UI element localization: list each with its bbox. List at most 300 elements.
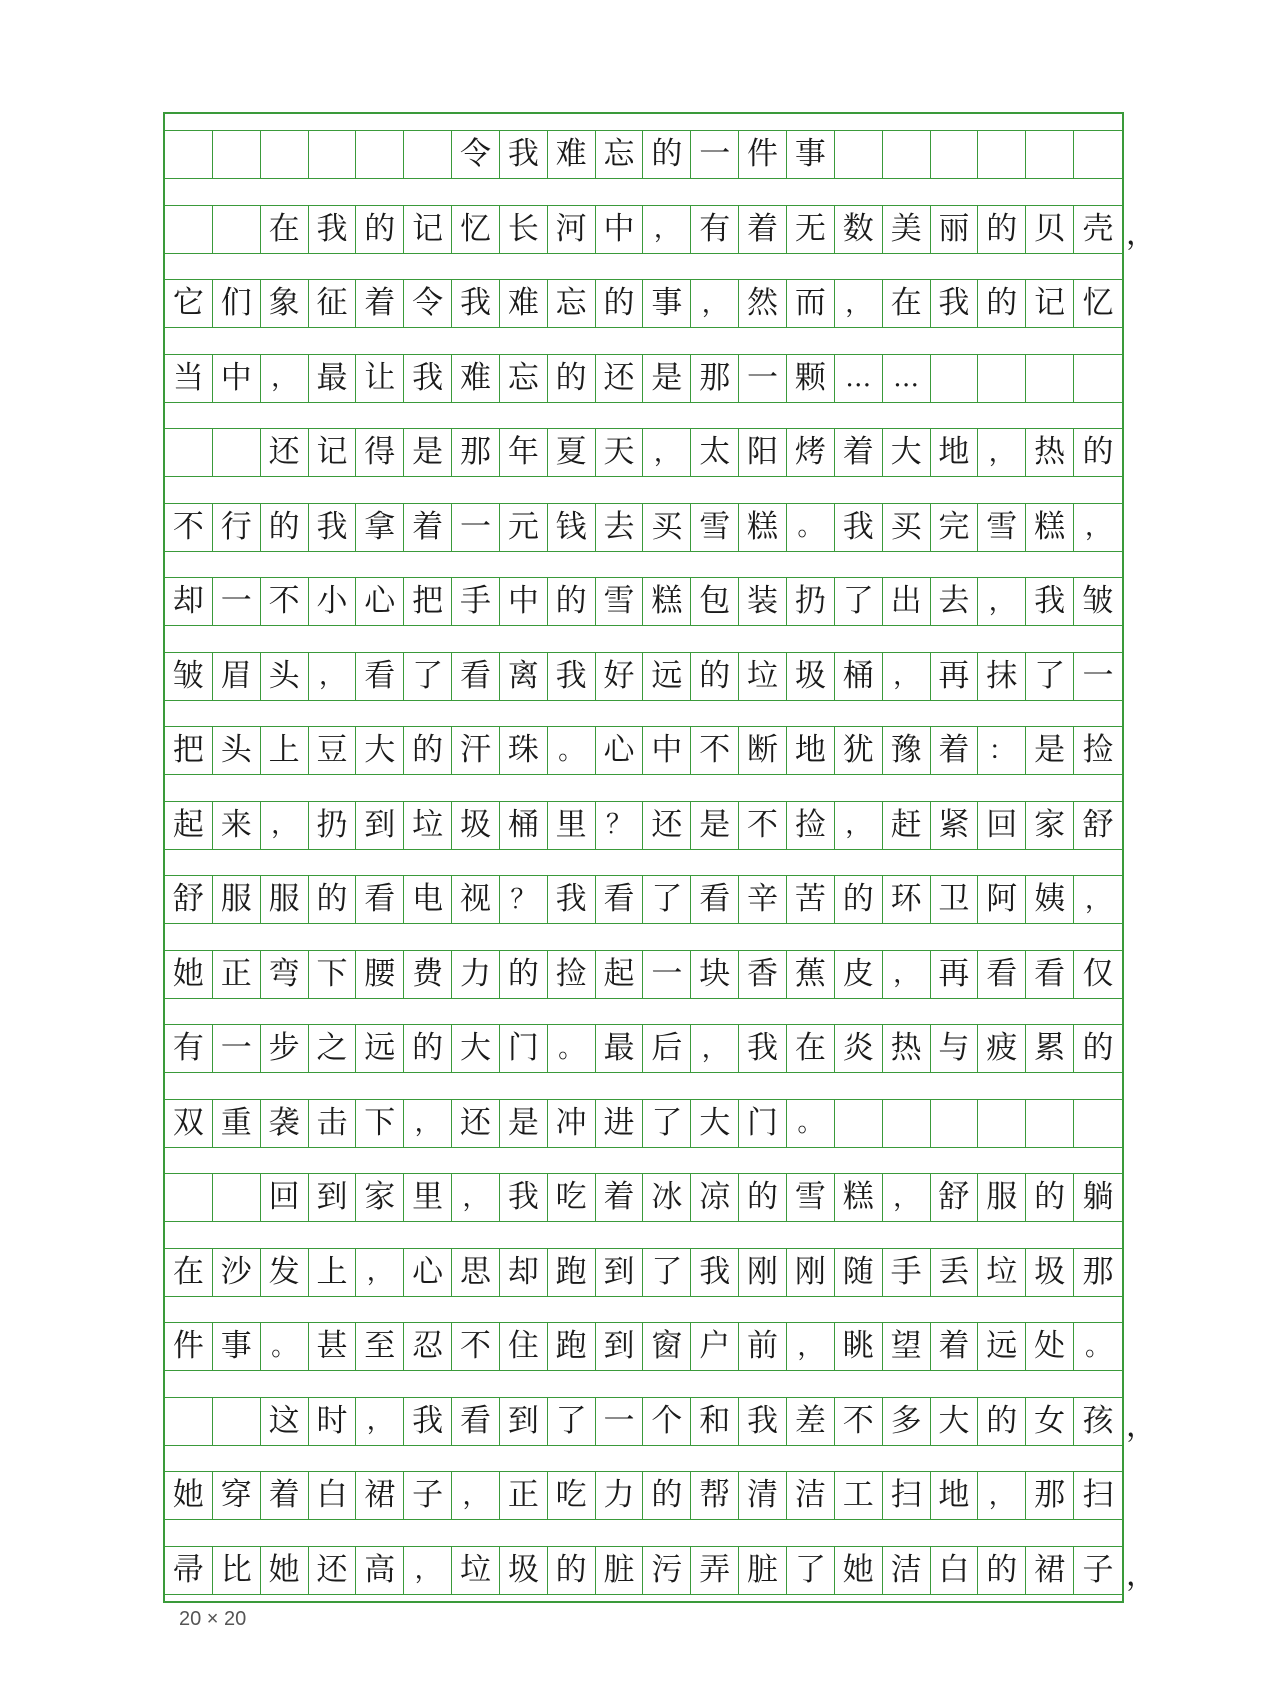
grid-cell: 让 xyxy=(356,355,404,402)
grid-cell: 还 xyxy=(596,355,644,402)
grid-cell: … xyxy=(883,355,931,402)
grid-cell xyxy=(309,131,357,178)
grid-cell: 这 xyxy=(261,1398,309,1445)
grid-cell: ， xyxy=(691,280,739,327)
grid-cell: 刚 xyxy=(787,1249,835,1296)
grid-cell xyxy=(931,1100,979,1147)
grid-cell: ？ xyxy=(596,802,644,849)
grid-cell: 疲 xyxy=(978,1025,1026,1072)
grid-cell: 。 xyxy=(1084,1331,1111,1362)
grid-row xyxy=(165,279,1122,328)
grid-cell: 看 xyxy=(1026,951,1074,998)
grid-cell: 的 xyxy=(978,280,1026,327)
grid-cell: 我 xyxy=(1026,578,1074,625)
grid-row xyxy=(165,875,1122,924)
grid-cell xyxy=(165,131,213,178)
grid-cell: 令 xyxy=(404,280,452,327)
grid-cell: ， xyxy=(787,1323,835,1370)
grid-cell: 小 xyxy=(309,578,357,625)
grid-cell: 豫 xyxy=(883,727,931,774)
grid-cell: 的 xyxy=(500,951,548,998)
grid-cell: 裙 xyxy=(356,1472,404,1519)
grid-cell: 河 xyxy=(548,206,596,253)
grid-cell: 扫 xyxy=(883,1472,931,1519)
grid-cell: 脏 xyxy=(739,1547,787,1594)
grid-cell: 到 xyxy=(309,1174,357,1221)
grid-cell: ， xyxy=(452,1472,500,1519)
grid-cell: 甚 xyxy=(309,1323,357,1370)
grid-cell: ， xyxy=(1084,512,1111,542)
grid-row xyxy=(165,1024,1122,1073)
grid-cell: ， xyxy=(978,578,1026,625)
grid-cell: 把 xyxy=(404,578,452,625)
grid-cell: 女 xyxy=(1026,1398,1074,1445)
grid-cell: 热 xyxy=(883,1025,931,1072)
grid-cell: 跑 xyxy=(548,1323,596,1370)
grid-cell: 正 xyxy=(213,951,261,998)
grid-cell: 记 xyxy=(309,429,357,476)
grid-cell: 大 xyxy=(931,1398,979,1445)
grid-cell: 天 xyxy=(596,429,644,476)
grid-cell: 雪 xyxy=(596,578,644,625)
grid-cell: 回 xyxy=(978,802,1026,849)
grid-cell: 垃 xyxy=(739,653,787,700)
grid-row xyxy=(165,1248,1122,1297)
grid-cell: 心 xyxy=(596,727,644,774)
grid-cell: 出 xyxy=(883,578,931,625)
grid-cell: 仅 xyxy=(1082,955,1114,992)
grid-cell: 门 xyxy=(739,1100,787,1147)
grid-cell: 难 xyxy=(452,355,500,402)
grid-cell: 袭 xyxy=(261,1100,309,1147)
grid-cell: 窗 xyxy=(643,1323,691,1370)
grid-cell: 扔 xyxy=(787,578,835,625)
grid-cell: 钱 xyxy=(548,504,596,551)
grid-cell: 子 xyxy=(404,1472,452,1519)
grid-cell: 我 xyxy=(548,653,596,700)
grid-cell: 子 xyxy=(1082,1551,1114,1588)
grid-cell: 。 xyxy=(548,1025,596,1072)
grid-cell: ， xyxy=(643,429,691,476)
grid-cell: 在 xyxy=(883,280,931,327)
grid-cell: 洁 xyxy=(787,1472,835,1519)
grid-cell: 我 xyxy=(739,1025,787,1072)
grid-cell: 。 xyxy=(261,1323,309,1370)
grid-cell: 无 xyxy=(787,206,835,253)
grid-cell: 着 xyxy=(739,206,787,253)
grid-cell: 随 xyxy=(835,1249,883,1296)
grid-cell: 在 xyxy=(787,1025,835,1072)
grid-cell: 紧 xyxy=(931,802,979,849)
grid-cell xyxy=(931,131,979,178)
grid-row xyxy=(165,1546,1122,1595)
grid-cell: 卫 xyxy=(931,876,979,923)
grid-cell: 的 xyxy=(643,1472,691,1519)
grid-cell: ， xyxy=(309,653,357,700)
grid-cell: 垃 xyxy=(404,802,452,849)
grid-cell xyxy=(883,131,931,178)
grid-cell: 有 xyxy=(691,206,739,253)
grid-cell: 我 xyxy=(309,504,357,551)
grid-cell: 起 xyxy=(596,951,644,998)
grid-cell xyxy=(213,429,261,476)
grid-cell: 那 xyxy=(452,429,500,476)
grid-cell: 心 xyxy=(404,1249,452,1296)
grid-cell: 里 xyxy=(548,802,596,849)
grid-cell: 看 xyxy=(356,653,404,700)
grid-cell: 的 xyxy=(404,727,452,774)
grid-cell: 的 xyxy=(596,280,644,327)
grid-cell: 弯 xyxy=(261,951,309,998)
grid-cell: 是 xyxy=(404,429,452,476)
grid-cell: 至 xyxy=(356,1323,404,1370)
grid-cell: 炎 xyxy=(835,1025,883,1072)
grid-cell: 忘 xyxy=(548,280,596,327)
grid-cell: ， xyxy=(404,1547,452,1594)
grid-cell: 后 xyxy=(643,1025,691,1072)
grid-cell: 的 xyxy=(739,1174,787,1221)
grid-cell: 那 xyxy=(691,355,739,402)
grid-cell xyxy=(1026,1100,1074,1147)
grid-cell: 还 xyxy=(309,1547,357,1594)
grid-cell: 污 xyxy=(643,1547,691,1594)
grid-cell: 还 xyxy=(452,1100,500,1147)
grid-cell xyxy=(883,1100,931,1147)
grid-cell: 是 xyxy=(643,355,691,402)
grid-cell: 舒 xyxy=(931,1174,979,1221)
grid-cell: 看 xyxy=(452,1398,500,1445)
grid-row xyxy=(165,1099,1122,1148)
grid-cell: 帚 xyxy=(165,1547,213,1594)
grid-cell xyxy=(165,429,213,476)
grid-cell: 到 xyxy=(356,802,404,849)
grid-cell: 到 xyxy=(596,1323,644,1370)
grid-cell: 热 xyxy=(1026,429,1074,476)
grid-cell: 和 xyxy=(691,1398,739,1445)
grid-cell: 不 xyxy=(165,504,213,551)
grid-cell: 门 xyxy=(500,1025,548,1072)
grid-row xyxy=(165,205,1122,254)
grid-cell: 正 xyxy=(500,1472,548,1519)
grid-cell: 圾 xyxy=(500,1547,548,1594)
grid-cell: 的 xyxy=(978,206,1026,253)
grid-cell: 我 xyxy=(500,1174,548,1221)
grid-cell xyxy=(165,1398,213,1445)
grid-cell: ， xyxy=(356,1249,404,1296)
grid-cell: 发 xyxy=(261,1249,309,1296)
grid-cell: 忘 xyxy=(500,355,548,402)
grid-cell: ， xyxy=(261,355,309,402)
grid-cell: 着 xyxy=(835,429,883,476)
grid-cell: 烤 xyxy=(787,429,835,476)
grid-cell: 跑 xyxy=(548,1249,596,1296)
grid-row xyxy=(165,577,1122,626)
grid-cell: 了 xyxy=(835,578,883,625)
grid-cell: 颗 xyxy=(787,355,835,402)
grid-cell: ： xyxy=(978,727,1026,774)
grid-cell: 到 xyxy=(596,1249,644,1296)
grid-cell: 雪 xyxy=(978,504,1026,551)
grid-cell: 家 xyxy=(1026,802,1074,849)
grid-cell: 地 xyxy=(931,1472,979,1519)
grid-cell: 着 xyxy=(596,1174,644,1221)
grid-cell: 忘 xyxy=(596,131,644,178)
grid-cell xyxy=(356,131,404,178)
grid-cell: 的 xyxy=(691,653,739,700)
grid-cell: ， xyxy=(883,653,931,700)
grid-cell: 着 xyxy=(356,280,404,327)
grid-cell: 丽 xyxy=(931,206,979,253)
grid-cell: 最 xyxy=(309,355,357,402)
grid-cell: ， xyxy=(978,1472,1026,1519)
grid-cell: 大 xyxy=(883,429,931,476)
grid-cell: 包 xyxy=(691,578,739,625)
grid-cell: 躺 xyxy=(1082,1179,1114,1215)
grid-cell: ， xyxy=(356,1398,404,1445)
grid-cell: 看 xyxy=(356,876,404,923)
grid-cell: 了 xyxy=(643,876,691,923)
grid-cell: 差 xyxy=(787,1398,835,1445)
grid-row xyxy=(165,1173,1122,1222)
grid-cell: 头 xyxy=(213,727,261,774)
grid-cell: 圾 xyxy=(452,802,500,849)
grid-cell: 得 xyxy=(356,429,404,476)
grid-cell xyxy=(978,355,1026,402)
grid-cell: 她 xyxy=(261,1547,309,1594)
grid-row xyxy=(165,801,1122,850)
grid-cell: 一 xyxy=(1082,657,1114,694)
grid-cell: 我 xyxy=(931,280,979,327)
grid-cell: 一 xyxy=(643,951,691,998)
grid-cell: 的 xyxy=(356,206,404,253)
grid-cell: ， xyxy=(1084,884,1111,915)
grid-cell: 的 xyxy=(978,1547,1026,1594)
grid-cell: 征 xyxy=(309,280,357,327)
grid-cell: 垃 xyxy=(978,1249,1026,1296)
grid-cell: 皱 xyxy=(1082,583,1114,619)
grid-cell: 不 xyxy=(835,1398,883,1445)
grid-cell: 一 xyxy=(213,1025,261,1072)
grid-cell: 头 xyxy=(261,653,309,700)
grid-cell: 我 xyxy=(309,206,357,253)
grid-cell: 忆 xyxy=(1082,285,1114,321)
grid-cell: 的 xyxy=(548,578,596,625)
grid-cell: 垃 xyxy=(452,1547,500,1594)
grid-cell: 记 xyxy=(404,206,452,253)
grid-cell: 买 xyxy=(883,504,931,551)
grid-cell: 一 xyxy=(691,131,739,178)
grid-cell: 阿 xyxy=(978,876,1026,923)
grid-cell: 到 xyxy=(500,1398,548,1445)
grid-row xyxy=(165,950,1122,999)
grid-cell: ， xyxy=(835,280,883,327)
grid-cell: 下 xyxy=(309,951,357,998)
grid-cell: 拿 xyxy=(356,504,404,551)
grid-cell: 完 xyxy=(931,504,979,551)
grid-cell: 捡 xyxy=(1082,732,1114,768)
grid-cell xyxy=(1074,1100,1122,1147)
grid-cell: 不 xyxy=(261,578,309,625)
grid-cell: 脏 xyxy=(596,1547,644,1594)
grid-cell: 视 xyxy=(452,876,500,923)
grid-cell: 事 xyxy=(213,1323,261,1370)
grid-cell: 阳 xyxy=(739,429,787,476)
grid-cell: 一 xyxy=(739,355,787,402)
grid-cell: 沙 xyxy=(213,1249,261,1296)
grid-cell: 难 xyxy=(500,280,548,327)
grid-cell: 了 xyxy=(643,1249,691,1296)
grid-cell: 一 xyxy=(596,1398,644,1445)
grid-cell xyxy=(213,206,261,253)
grid-cell: 费 xyxy=(404,951,452,998)
grid-cell xyxy=(1074,131,1122,178)
grid-cell: 的 xyxy=(1082,434,1114,470)
grid-cell: 的 xyxy=(404,1025,452,1072)
grid-cell: 壳 xyxy=(1082,210,1114,247)
grid-cell: 当 xyxy=(165,355,213,402)
grid-cell: 再 xyxy=(931,951,979,998)
grid-cell: 行 xyxy=(213,504,261,551)
grid-cell: 弄 xyxy=(691,1547,739,1594)
grid-cell: 那 xyxy=(1082,1253,1114,1290)
grid-cell: 件 xyxy=(165,1323,213,1370)
grid-cell: 眉 xyxy=(213,653,261,700)
grid-cell xyxy=(1074,355,1122,402)
grid-cell: 着 xyxy=(404,504,452,551)
grid-cell: 处 xyxy=(1026,1323,1074,1370)
grid-cell: 力 xyxy=(596,1472,644,1519)
grid-cell: 起 xyxy=(165,802,213,849)
grid-cell: 的 xyxy=(309,876,357,923)
grid-cell: 之 xyxy=(309,1025,357,1072)
grid-cell: 然 xyxy=(739,280,787,327)
grid-cell: ， xyxy=(883,951,931,998)
grid-cell xyxy=(213,131,261,178)
grid-cell: 是 xyxy=(1026,727,1074,774)
grid-cell: 太 xyxy=(691,429,739,476)
grid-cell: 中 xyxy=(596,206,644,253)
grid-cell: 冰 xyxy=(643,1174,691,1221)
grid-cell: 。 xyxy=(787,1100,835,1147)
grid-cell: ， xyxy=(452,1174,500,1221)
grid-cell: 帮 xyxy=(691,1472,739,1519)
grid-cell: 环 xyxy=(883,876,931,923)
composition-grid-paper xyxy=(163,112,1124,1603)
grid-cell: 户 xyxy=(691,1323,739,1370)
grid-cell: 在 xyxy=(261,206,309,253)
margin-punctuation: ， xyxy=(1126,1558,1156,1593)
grid-cell: 服 xyxy=(978,1174,1026,1221)
grid-row xyxy=(165,652,1122,701)
grid-cell: 穿 xyxy=(213,1472,261,1519)
grid-cell: 了 xyxy=(1026,653,1074,700)
grid-cell: 犹 xyxy=(835,727,883,774)
grid-cell: 忆 xyxy=(452,206,500,253)
grid-row xyxy=(165,1397,1122,1446)
grid-cell: 着 xyxy=(931,727,979,774)
grid-cell: 扔 xyxy=(309,802,357,849)
grid-cell: 好 xyxy=(596,653,644,700)
grid-cell: 看 xyxy=(596,876,644,923)
grid-cell: 家 xyxy=(356,1174,404,1221)
grid-cell: ， xyxy=(691,1025,739,1072)
grid-cell: 的 xyxy=(548,355,596,402)
grid-cell: 前 xyxy=(739,1323,787,1370)
grid-cell: 心 xyxy=(356,578,404,625)
grid-cell: 她 xyxy=(165,951,213,998)
grid-cell: 忍 xyxy=(404,1323,452,1370)
grid-cell: 孩 xyxy=(1082,1402,1114,1439)
grid-cell: 我 xyxy=(500,131,548,178)
grid-cell: 的 xyxy=(1026,1174,1074,1221)
grid-cell: 了 xyxy=(787,1547,835,1594)
grid-cell: 令 xyxy=(452,131,500,178)
grid-cell: 手 xyxy=(452,578,500,625)
grid-cell: 吃 xyxy=(548,1472,596,1519)
grid-cell: 多 xyxy=(883,1398,931,1445)
grid-cell: 的 xyxy=(261,504,309,551)
grid-cell: 还 xyxy=(261,429,309,476)
grid-cell: 丢 xyxy=(931,1249,979,1296)
grid-cell: 买 xyxy=(643,504,691,551)
grid-cell: 电 xyxy=(404,876,452,923)
grid-cell: 里 xyxy=(404,1174,452,1221)
grid-cell: 看 xyxy=(452,653,500,700)
grid-cell: 圾 xyxy=(787,653,835,700)
grid-cell: 比 xyxy=(213,1547,261,1594)
grid-cell: 重 xyxy=(213,1100,261,1147)
grid-cell: 了 xyxy=(643,1100,691,1147)
grid-cell: 装 xyxy=(739,578,787,625)
grid-cell: 她 xyxy=(835,1547,883,1594)
grid-cell: … xyxy=(835,355,883,402)
grid-cell xyxy=(978,131,1026,178)
grid-cell: 有 xyxy=(165,1025,213,1072)
grid-cell: 时 xyxy=(309,1398,357,1445)
grid-cell xyxy=(835,131,883,178)
grid-cell: 那 xyxy=(1026,1472,1074,1519)
grid-cell: 着 xyxy=(931,1323,979,1370)
grid-cell: 象 xyxy=(261,280,309,327)
grid-cell: 美 xyxy=(883,206,931,253)
grid-cell: 吃 xyxy=(548,1174,596,1221)
grid-cell: 住 xyxy=(500,1323,548,1370)
grid-cell: 桶 xyxy=(835,653,883,700)
grid-cell: 长 xyxy=(500,206,548,253)
grid-cell: ， xyxy=(404,1100,452,1147)
grid-cell: 步 xyxy=(261,1025,309,1072)
grid-cell: 是 xyxy=(691,802,739,849)
grid-cell: 冲 xyxy=(548,1100,596,1147)
grid-cell: 眺 xyxy=(835,1323,883,1370)
grid-cell: 刚 xyxy=(739,1249,787,1296)
grid-cell: 下 xyxy=(356,1100,404,1147)
grid-cell: 不 xyxy=(739,802,787,849)
grid-cell: 辛 xyxy=(739,876,787,923)
grid-cell: 思 xyxy=(452,1249,500,1296)
grid-cell: 了 xyxy=(404,653,452,700)
grid-cell: 双 xyxy=(165,1100,213,1147)
grid-cell: 圾 xyxy=(1026,1249,1074,1296)
grid-cell: 珠 xyxy=(500,727,548,774)
grid-cell: 大 xyxy=(452,1025,500,1072)
grid-cell: ， xyxy=(643,206,691,253)
grid-cell: 皮 xyxy=(835,951,883,998)
grid-cell: 一 xyxy=(452,504,500,551)
grid-row xyxy=(165,503,1122,552)
grid-cell: 上 xyxy=(309,1249,357,1296)
grid-cell xyxy=(931,355,979,402)
